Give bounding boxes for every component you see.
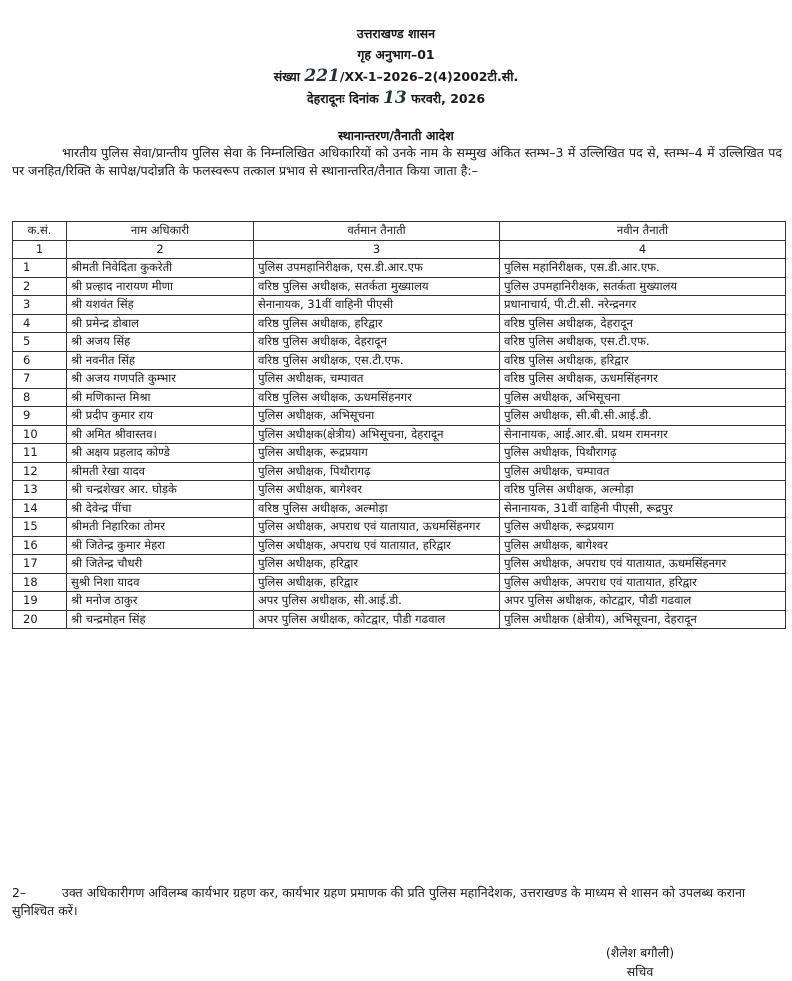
table-row	[13, 573, 786, 592]
current-posting-cell: वरिष्ठ पुलिस अधीक्षक, देहरादून	[254, 333, 500, 352]
current-posting-cell: पुलिस अधीक्षक, चम्पावत	[254, 370, 500, 389]
officer-name-cell: श्री मणिकान्त मिश्रा	[67, 388, 254, 407]
handwritten-date-day: 13	[383, 88, 407, 108]
officer-name-cell: श्री प्रदीप कुमार राय	[67, 407, 254, 426]
table-row	[13, 388, 786, 407]
date-month-year: फरवरी, 2026	[411, 91, 486, 106]
officer-name-cell: श्री जितेन्द्र चौधरी	[67, 555, 254, 574]
serial-cell: 9	[13, 407, 67, 426]
table-row	[13, 462, 786, 481]
instruction-paragraph	[12, 884, 782, 920]
column-number: 2	[67, 240, 254, 259]
new-posting-cell: वरिष्ठ पुलिस अधीक्षक, देहरादून	[500, 314, 786, 333]
serial-cell: 6	[13, 351, 67, 370]
serial-cell: 11	[13, 444, 67, 463]
officer-name-cell: श्री अजय सिंह	[67, 333, 254, 352]
table-row	[13, 277, 786, 296]
new-posting-cell: पुलिस अधीक्षक, अभिसूचना	[500, 388, 786, 407]
current-posting-cell: पुलिस अधीक्षक, अपराध एवं यातायात, ऊधमसिंहनगर	[254, 518, 500, 537]
serial-cell: 8	[13, 388, 67, 407]
header-new-posting: नवीन तैनाती	[500, 222, 786, 241]
table-row	[13, 296, 786, 315]
table-row	[13, 499, 786, 518]
column-number: 1	[13, 240, 67, 259]
handwritten-reference-number: 221	[304, 66, 340, 86]
officer-name-cell: श्रीमती रेखा यादव	[67, 462, 254, 481]
new-posting-cell: पुलिस अधीक्षक, अपराध एवं यातायात, ऊधमसिंहनगर	[500, 555, 786, 574]
new-posting-cell: पुलिस महानिरीक्षक, एस.डी.आर.एफ.	[500, 259, 786, 278]
current-posting-cell: पुलिस अधीक्षक, हरिद्वार	[254, 573, 500, 592]
serial-cell: 7	[13, 370, 67, 389]
serial-cell: 17	[13, 555, 67, 574]
table-row	[13, 425, 786, 444]
new-posting-cell: वरिष्ठ पुलिस अधीक्षक, एस.टी.एफ.	[500, 333, 786, 352]
reference-code: /XX-1–2026–2(4)2002टी.सी.	[339, 69, 519, 84]
new-posting-cell: पुलिस अधीक्षक, पिथौरागढ़	[500, 444, 786, 463]
new-posting-cell: पुलिस अधीक्षक, चम्पावत	[500, 462, 786, 481]
table-body	[13, 259, 786, 629]
header-serial: क.सं.	[13, 222, 67, 241]
table-row	[13, 481, 786, 500]
current-posting-cell: वरिष्ठ पुलिस अधीक्षक, सतर्कता मुख्यालय	[254, 277, 500, 296]
officer-name-cell: श्री जितेन्द्र कुमार मेहरा	[67, 536, 254, 555]
transfer-table	[12, 221, 786, 629]
table-row	[13, 610, 786, 629]
serial-cell: 13	[13, 481, 67, 500]
current-posting-cell: पुलिस अधीक्षक, अपराध एवं यातायात, हरिद्वार	[254, 536, 500, 555]
current-posting-cell: सेनानायक, 31वीं वाहिनी पीएसी	[254, 296, 500, 315]
column-number: 3	[254, 240, 500, 259]
serial-cell: 12	[13, 462, 67, 481]
officer-name-cell: श्री प्रल्हाद नारायण मीणा	[67, 277, 254, 296]
serial-cell: 2	[13, 277, 67, 296]
serial-cell: 5	[13, 333, 67, 352]
current-posting-cell: वरिष्ठ पुलिस अधीक्षक, एस.टी.एफ.	[254, 351, 500, 370]
current-posting-cell: वरिष्ठ पुलिस अधीक्षक, हरिद्वार	[254, 314, 500, 333]
new-posting-cell: पुलिस उपमहानिरीक्षक, सतर्कता मुख्यालय	[500, 277, 786, 296]
department-section: गृह अनुभाग–01	[357, 47, 435, 62]
new-posting-cell: वरिष्ठ पुलिस अधीक्षक, ऊधमसिंहनगर	[500, 370, 786, 389]
current-posting-cell: पुलिस अधीक्षक(क्षेत्रीय) अभिसूचना, देहरादून	[254, 425, 500, 444]
officer-name-cell: श्री प्रमेन्द्र डोबाल	[67, 314, 254, 333]
current-posting-cell: अपर पुलिस अधीक्षक, कोटद्वार, पौडी गढवाल	[254, 610, 500, 629]
officer-name-cell: श्रीमती निहारिका तोमर	[67, 518, 254, 537]
serial-cell: 1	[13, 259, 67, 278]
table-row	[13, 370, 786, 389]
serial-cell: 19	[13, 592, 67, 611]
table-row	[13, 536, 786, 555]
current-posting-cell: पुलिस अधीक्षक, पिथौरागढ़	[254, 462, 500, 481]
table-row	[13, 555, 786, 574]
table-row	[13, 444, 786, 463]
header-officer-name: नाम अधिकारी	[67, 222, 254, 241]
new-posting-cell: पुलिस अधीक्षक, बागेश्वर	[500, 536, 786, 555]
current-posting-cell: पुलिस अधीक्षक, हरिद्वार	[254, 555, 500, 574]
officer-name-cell: श्री देवेन्द्र पींचा	[67, 499, 254, 518]
officer-name-cell: श्री यशवंत सिंह	[67, 296, 254, 315]
officer-name-cell: श्री नवनीत सिंह	[67, 351, 254, 370]
signatory-name: (शैलेश बगौली)	[605, 945, 675, 960]
table-row	[13, 592, 786, 611]
serial-cell: 20	[13, 610, 67, 629]
serial-cell: 16	[13, 536, 67, 555]
date-label: देहरादूनः दिनांक	[306, 91, 379, 106]
order-intro-paragraph: भारतीय पुलिस सेवा/प्रान्तीय पुलिस सेवा के निम्नलिखित अधिकारियों को उनके नाम के सम्मुख अंकित स्तम्भ–3 में उल्लिखित पद से, स्तम्भ–4 में उल्लिखित पद पर जनहित/रिक्ति के सापेक्ष/पदोन्नति के फलस्वरूप तत्काल प्रभाव से स्थानान्तरित/तैनात किया जाता है:–	[12, 145, 782, 178]
table-row	[13, 259, 786, 278]
table-row	[13, 407, 786, 426]
signature-block	[570, 943, 710, 981]
new-posting-cell: सेनानायक, 31वीं वाहिनी पीएसी, रूद्रपुर	[500, 499, 786, 518]
table-row	[13, 518, 786, 537]
table-header-row	[13, 222, 786, 241]
current-posting-cell: पुलिस अधीक्षक, रूद्रप्रयाग	[254, 444, 500, 463]
issuing-authority: उत्तराखण्ड शासन	[356, 26, 436, 41]
current-posting-cell: वरिष्ठ पुलिस अधीक्षक, ऊधमसिंहनगर	[254, 388, 500, 407]
new-posting-cell: वरिष्ठ पुलिस अधीक्षक, हरिद्वार	[500, 351, 786, 370]
serial-cell: 15	[13, 518, 67, 537]
new-posting-cell: पुलिस अधीक्षक, रूद्रप्रयाग	[500, 518, 786, 537]
current-posting-cell: पुलिस उपमहानिरीक्षक, एस.डी.आर.एफ	[254, 259, 500, 278]
officer-name-cell: श्रीमती निवेदिता कुकरेती	[67, 259, 254, 278]
officer-name-cell: श्री अक्षय प्रहलाद कोण्डे	[67, 444, 254, 463]
order-title: स्थानान्तरण/तैनाती आदेश	[338, 128, 454, 143]
signatory-designation: सचिव	[626, 964, 654, 979]
current-posting-cell: पुलिस अधीक्षक, अभिसूचना	[254, 407, 500, 426]
new-posting-cell: सेनानायक, आई.आर.बी. प्रथम रामनगर	[500, 425, 786, 444]
serial-cell: 14	[13, 499, 67, 518]
serial-cell: 4	[13, 314, 67, 333]
officer-name-cell: श्री अमित श्रीवास्तव।	[67, 425, 254, 444]
table-row	[13, 314, 786, 333]
current-posting-cell: वरिष्ठ पुलिस अधीक्षक, अल्मोड़ा	[254, 499, 500, 518]
column-number-row	[13, 240, 786, 259]
reference-label: संख्या	[273, 69, 301, 84]
new-posting-cell: पुलिस अधीक्षक (क्षेत्रीय), अभिसूचना, देहरादून	[500, 610, 786, 629]
table-row	[13, 333, 786, 352]
column-number: 4	[500, 240, 786, 259]
officer-name-cell: श्री मनोज ठाकुर	[67, 592, 254, 611]
new-posting-cell: अपर पुलिस अधीक्षक, कोटद्वार, पौडी गढवाल	[500, 592, 786, 611]
new-posting-cell: पुलिस अधीक्षक, सी.बी.सी.आई.डी.	[500, 407, 786, 426]
new-posting-cell: पुलिस अधीक्षक, अपराध एवं यातायात, हरिद्वार	[500, 573, 786, 592]
new-posting-cell: वरिष्ठ पुलिस अधीक्षक, अल्मोड़ा	[500, 481, 786, 500]
serial-cell: 18	[13, 573, 67, 592]
current-posting-cell: अपर पुलिस अधीक्षक, सी.आई.डी.	[254, 592, 500, 611]
officer-name-cell: श्री चन्द्रमोहन सिंह	[67, 610, 254, 629]
reference-number-line	[0, 66, 792, 86]
serial-cell: 10	[13, 425, 67, 444]
header-current-posting: वर्तमान तैनाती	[254, 222, 500, 241]
officer-name-cell: सुश्री निशा यादव	[67, 573, 254, 592]
instruction-text: उक्त अधिकारीगण अविलम्ब कार्यभार ग्रहण कर, कार्यभार ग्रहण प्रमाणक की प्रति पुलिस महानिदेशक, उत्तराखण्ड के माध्यम से शासन को उपलब्ध कराना सुनिश्चित करें।	[12, 885, 746, 918]
serial-cell: 3	[13, 296, 67, 315]
paragraph-number: 2–	[12, 885, 27, 900]
new-posting-cell: प्रधानाचार्य, पी.टी.सी. नरेन्द्रनगर	[500, 296, 786, 315]
date-line	[0, 88, 792, 108]
officer-name-cell: श्री अजय गणपति कुम्भार	[67, 370, 254, 389]
table-row	[13, 351, 786, 370]
current-posting-cell: पुलिस अधीक्षक, बागेश्वर	[254, 481, 500, 500]
officer-name-cell: श्री चन्द्रशेखर आर. घोड़के	[67, 481, 254, 500]
